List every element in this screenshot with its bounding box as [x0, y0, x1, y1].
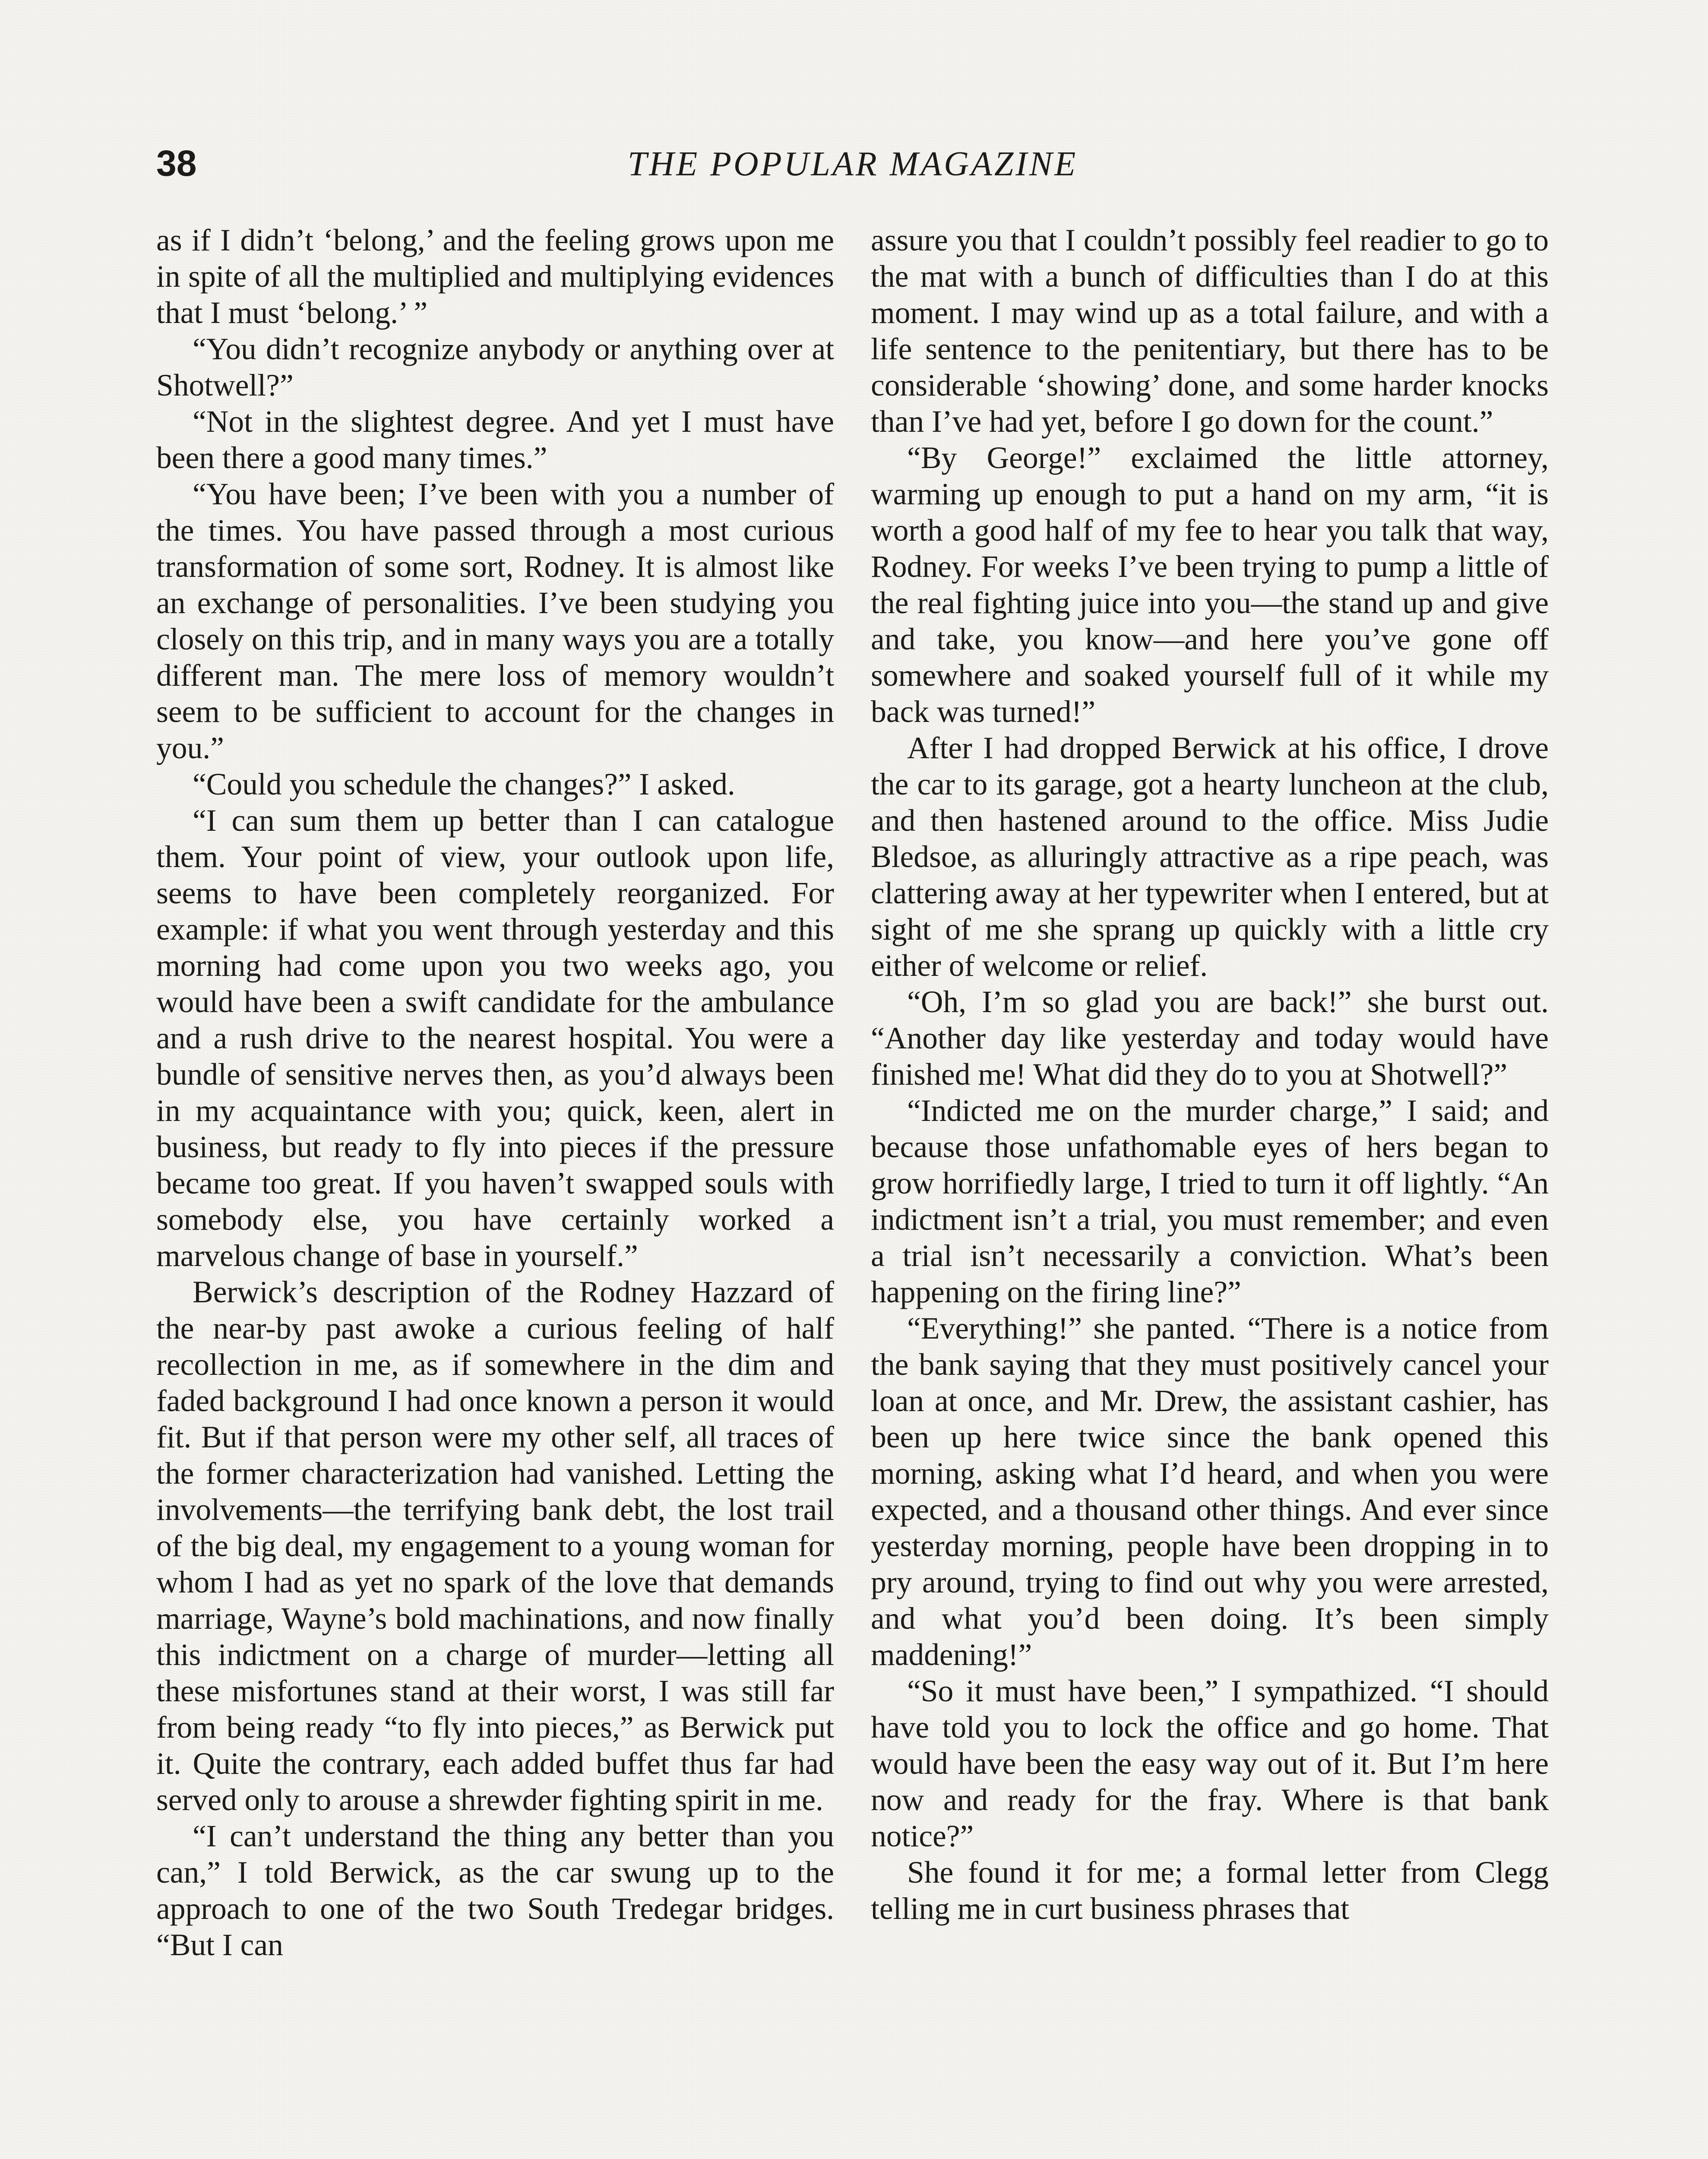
paragraph: “I can sum them up better than I can catalogue them. Your point of view, your outlook upon life, seems to have been completely reorganized. For example: if what you went through yesterday and this morning had come upon you two weeks ago, you would have been a swift candidate for the ambulance and a rush drive to the nearest hospital. You were a bundle of sensitive nerves then, as you’d always been in my acquaintance with you; quick, keen, alert in business, but ready to fly into pieces if the pressure became too great. If you haven’t swapped souls with somebody else, you have certainly worked a marvelous change of base in yourself.” — [156, 804, 834, 1273]
paragraph: “You didn’t recognize anybody or anything over at Shotwell?” — [156, 332, 834, 402]
paragraph: After I had dropped Berwick at his office, I drove the car to its garage, got a hearty luncheon at the club, and then hastened around to the office. Miss Judie Bledsoe, as alluringly attractive as a ripe peach, was clattering away at her typewriter when I entered, but at sight of me she sprang up quickly with a little cry either of welcome or relief. — [871, 731, 1549, 983]
paragraph: “So it must have been,” I sympathized. “I should have told you to lock the office and go home. That would have been the easy way out of it. But I’m here now and ready for the fray. Where is that bank notice?” — [871, 1674, 1549, 1853]
right-column — [871, 222, 1549, 1927]
paragraph: assure you that I couldn’t possibly feel readier to go to the mat with a bunch of difficulties than I do at this moment. I may wind up as a total failure, and with a life sentence to the penitentiary, but there has to be considerable ‘showing’ done, and some harder knocks than I’ve had yet, before I go down for the count.” — [871, 223, 1549, 439]
paragraph: She found it for me; a formal letter from Clegg telling me in curt business phrases that — [871, 1855, 1549, 1926]
paragraph: “Could you schedule the changes?” I asked. — [193, 767, 735, 801]
paragraph: “By George!” exclaimed the little attorney, warming up enough to put a hand on my arm, “it is worth a good half of my fee to hear you talk that way, Rodney. For weeks I’ve been trying to pump a little of the real fighting juice into you—the stand up and give and take, you know—and here you’ve gone off somewhere and soaked yourself full of it while my back was turned!” — [871, 441, 1549, 729]
paragraph: “Not in the slightest degree. And yet I must have been there a good many times.” — [156, 405, 834, 475]
paragraph: “Oh, I’m so glad you are back!” she burst out. “Another day like yesterday and today would have finished me! What did they do to you at Shotwell?” — [871, 985, 1549, 1092]
paragraph: “Everything!” she panted. “There is a notice from the bank saying that they must positively cancel your loan at once, and Mr. Drew, the assistant cashier, has been up here twice since the bank opened this morning, asking what I’d heard, and when you were expected, and a thousand other things. And ever since yesterday morning, people have been dropping in to pry around, trying to find out why you were arrested, and what you’d been doing. It’s been simply maddening!” — [871, 1311, 1549, 1672]
paragraph: “You have been; I’ve been with you a number of the times. You have passed through a most curious transformation of some sort, Rodney. It is almost like an exchange of personalities. I’ve been studying you closely on this trip, and in many ways you are a totally different man. The mere loss of memory wouldn’t seem to be sufficient to account for the changes in you.” — [156, 477, 834, 765]
left-column — [156, 222, 834, 1963]
paragraph: as if I didn’t ‘belong,’ and the feeling grows upon me in spite of all the multiplied and multiplying evidences that I must ‘belong.’ ” — [156, 223, 834, 330]
running-head: THE POPULAR MAGAZINE — [627, 145, 1078, 183]
paragraph: “I can’t understand the thing any better than you can,” I told Berwick, as the car swung up to the approach to one of the two South Tredegar bridges. “But I can — [156, 1819, 834, 1962]
paragraph: Berwick’s description of the Rodney Hazzard of the near-by past awoke a curious feeling of half recollection in me, as if somewhere in the dim and faded background I had once known a person it would fit. But if that person were my other self, all traces of the former characterization had vanished. Letting the involvements—the terrifying bank debt, the lost trail of the big deal, my engagement to a young woman for whom I had as yet no spark of the love that demands marriage, Wayne’s bold machinations, and now finally this indictment on a charge of murder—letting all these misfortunes stand at their worst, I was still far from being ready “to fly into pieces,” as Berwick put it. Quite the contrary, each added buffet thus far had served only to arouse a shrewder fighting spirit in me. — [156, 1275, 834, 1817]
page-header — [156, 137, 1549, 198]
paragraph: “Indicted me on the murder charge,” I said; and because those unfathomable eyes of hers began to grow horrifiedly large, I tried to turn it off lightly. “An indictment isn’t a trial, you must remember; and even a trial isn’t necessarily a conviction. What’s been happening on the firing line?” — [871, 1094, 1549, 1309]
page-number: 38 — [156, 143, 197, 184]
